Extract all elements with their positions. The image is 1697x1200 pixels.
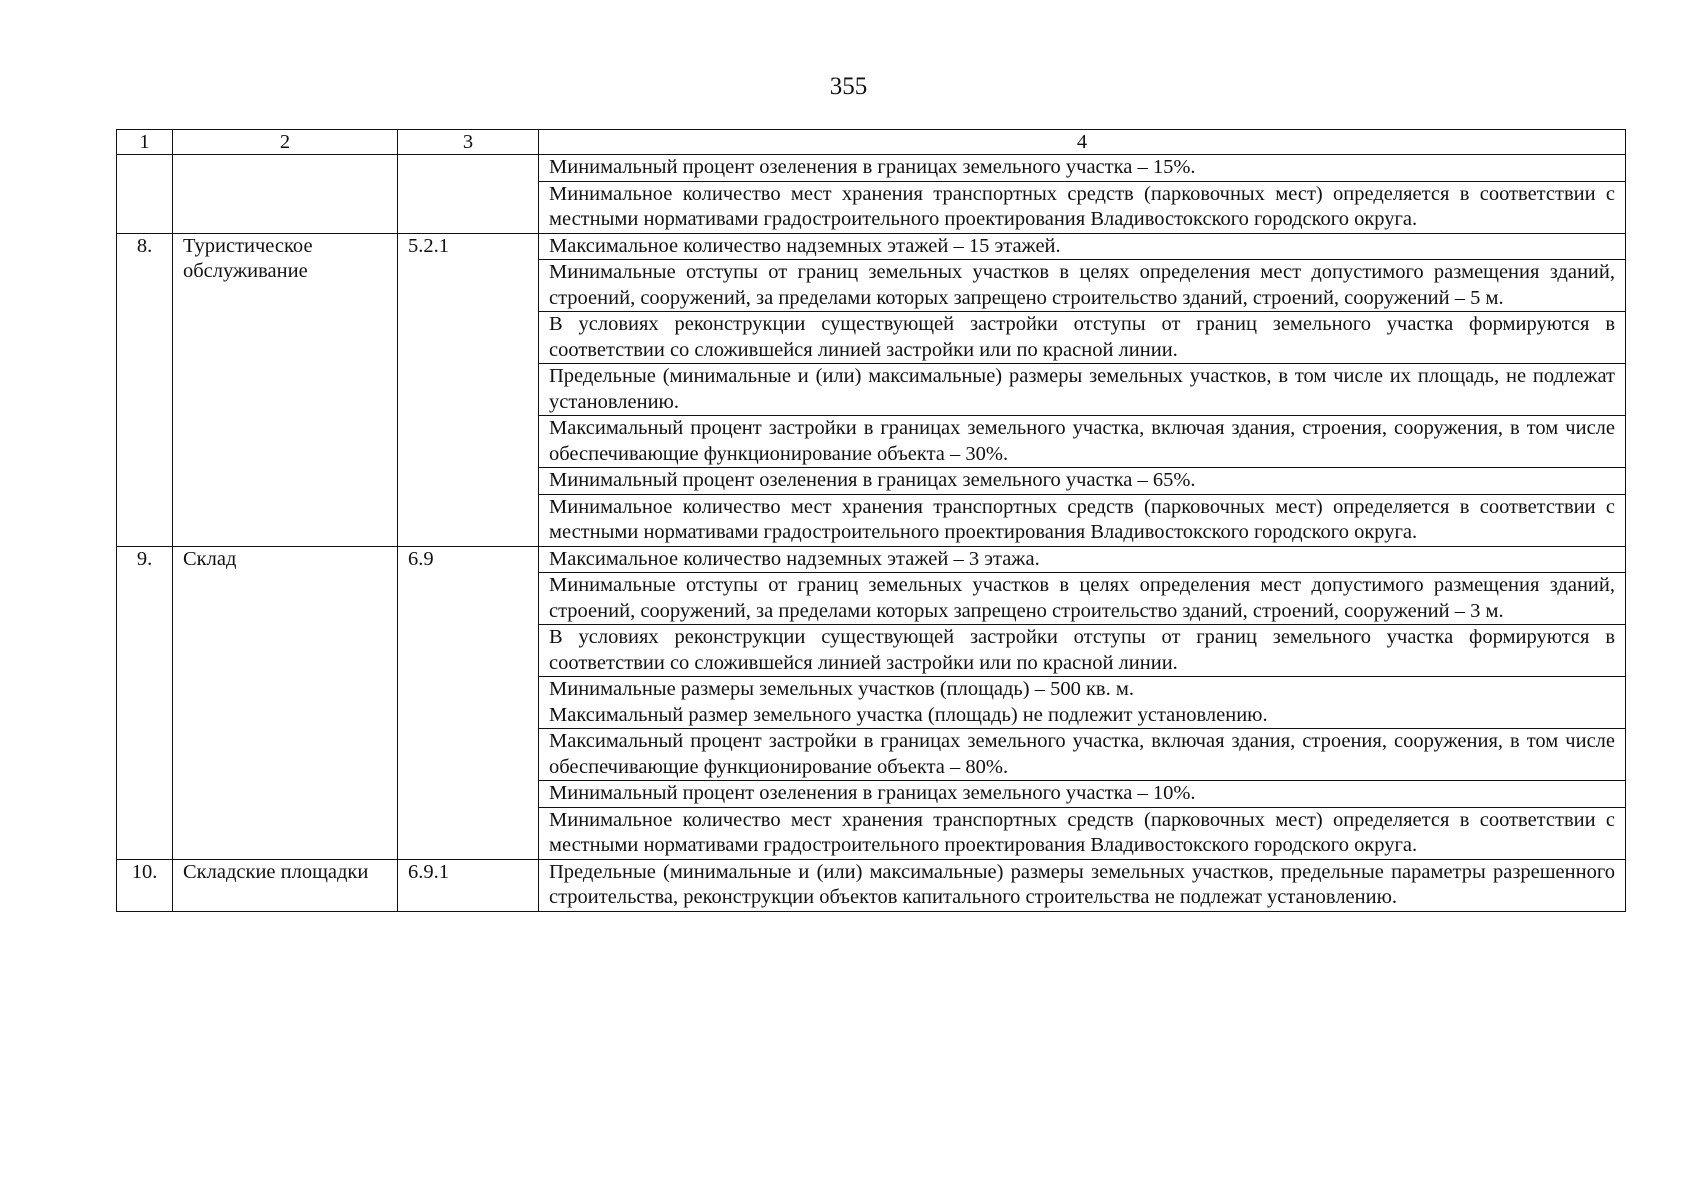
- requirement-cell: Минимальный процент озеленения в границах земельного участка – 10%.: [539, 781, 1626, 808]
- requirement-cell: Минимальное количество мест хранения транспортных средств (парковочных мест) определяется в соответствии с местными нормативами градостроительного проектирования Владивостокского городского округа.: [539, 181, 1626, 233]
- row-name-cell: Туристическое обслуживание: [173, 233, 398, 546]
- row-number-cell: [117, 155, 173, 234]
- column-header-3: 3: [398, 130, 539, 155]
- row-code-cell: 6.9.1: [398, 859, 539, 911]
- row-number-cell: 9.: [117, 546, 173, 859]
- row-code-cell: 5.2.1: [398, 233, 539, 546]
- table-header-row: [117, 130, 1626, 155]
- row-number-cell: 8.: [117, 233, 173, 546]
- table-row: [117, 155, 1626, 182]
- requirement-cell: Минимальные отступы от границ земельных участков в целях определения мест допустимого размещения зданий, строений, сооружений, за пределами которых запрещено строительство зданий, строений, сооружений – 3 м.: [539, 573, 1626, 625]
- row-name-cell: [173, 155, 398, 234]
- page-number: 355: [829, 73, 868, 100]
- requirement-cell: Минимальное количество мест хранения транспортных средств (парковочных мест) определяется в соответствии с местными нормативами градостроительного проектирования Владивостокского городского округа.: [539, 807, 1626, 859]
- regulations-table: [116, 129, 1626, 912]
- requirement-cell: Минимальное количество мест хранения транспортных средств (парковочных мест) определяется в соответствии с местными нормативами градостроительного проектирования Владивостокского городского округа.: [539, 494, 1626, 546]
- column-header-2: 2: [173, 130, 398, 155]
- row-code-cell: 6.9: [398, 546, 539, 859]
- requirement-cell: Предельные (минимальные и (или) максимальные) размеры земельных участков, в том числе их площадь, не подлежат установлению.: [539, 364, 1626, 416]
- requirement-cell: [539, 677, 1626, 729]
- requirement-cell: Максимальный процент застройки в границах земельного участка, включая здания, строения, сооружения, в том числе обеспечивающие функционирование объекта – 80%.: [539, 729, 1626, 781]
- table-row: [117, 546, 1626, 573]
- column-header-4: 4: [539, 130, 1626, 155]
- requirement-cell: Максимальный процент застройки в границах земельного участка, включая здания, строения, сооружения, в том числе обеспечивающие функционирование объекта – 30%.: [539, 416, 1626, 468]
- table-row: [117, 859, 1626, 911]
- requirement-cell: Предельные (минимальные и (или) максимальные) размеры земельных участков, предельные параметры разрешенного строительства, реконструкции объектов капитального строительства не подлежат установлению.: [539, 859, 1626, 911]
- row-number-cell: 10.: [117, 859, 173, 911]
- requirement-cell: В условиях реконструкции существующей застройки отступы от границ земельного участка формируются в соответствии со сложившейся линией застройки или по красной линии.: [539, 625, 1626, 677]
- row-name-cell: Склад: [173, 546, 398, 859]
- column-header-1: 1: [117, 130, 173, 155]
- row-code-cell: [398, 155, 539, 234]
- requirement-cell: В условиях реконструкции существующей застройки отступы от границ земельного участка формируются в соответствии со сложившейся линией застройки или по красной линии.: [539, 312, 1626, 364]
- requirement-cell: Минимальный процент озеленения в границах земельного участка – 65%.: [539, 468, 1626, 495]
- requirement-cell: Минимальный процент озеленения в границах земельного участка – 15%.: [539, 155, 1626, 182]
- row-name-cell: Складские площадки: [173, 859, 398, 911]
- table-row: [117, 233, 1626, 260]
- requirement-cell: Минимальные отступы от границ земельных участков в целях определения мест допустимого размещения зданий, строений, сооружений, за пределами которых запрещено строительство зданий, строений, сооружений – 5 м.: [539, 260, 1626, 312]
- requirement-cell: Максимальное количество надземных этажей – 3 этажа.: [539, 546, 1626, 573]
- size-min-text: Минимальные размеры земельных участков (площадь) – 500 кв. м.: [549, 678, 1134, 700]
- size-max-text: Максимальный размер земельного участка (площадь) не подлежит установлению.: [549, 703, 1268, 726]
- requirement-cell: Максимальное количество надземных этажей – 15 этажей.: [539, 233, 1626, 260]
